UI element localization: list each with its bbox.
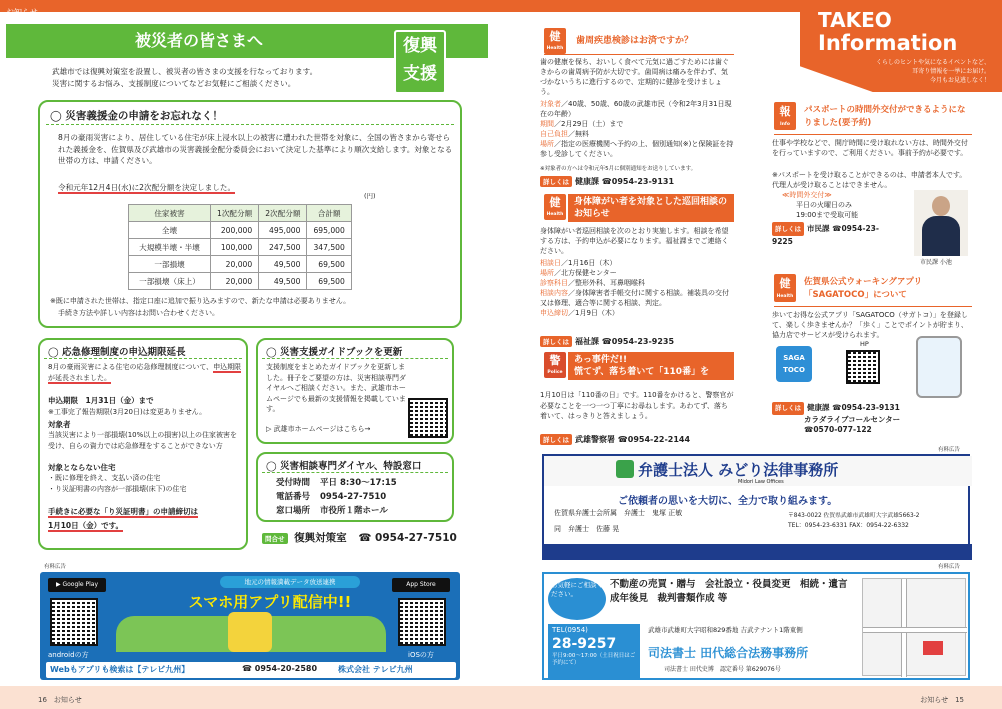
info-row-label: 診察科目 (540, 279, 568, 287)
map-road (863, 627, 967, 633)
gienkin-note1: ※既に申請された世帯は、指定口座に追加で振り込みますので、新たな申請は必要ありません。 (50, 297, 351, 305)
b1-contact-text: 健康課 ☎0954-23-9131 (575, 177, 675, 186)
dial-title-text: 災害相談専門ダイヤル、特設窓口 (279, 461, 422, 472)
dial-row-label: 窓口場所 (276, 506, 311, 516)
info-row (540, 129, 734, 139)
badge-text: 健 (779, 277, 791, 290)
takeo-sub1: くらしのヒントや気になるイベントなど、 (875, 59, 990, 66)
table-cell: 247,500 (259, 239, 307, 256)
ad2-services: 不動産の売買・贈与 会社設立・役員変更 相続・遺言 成年後見 裁判書類作成 等 (610, 579, 858, 604)
contact-label: 詳しくは (540, 434, 572, 445)
gienkin-desc: 8月の豪雨災害により、居住している住宅が床上浸水以上の被害に遭われた世帯を対象に、全国の皆さまから寄せられた義援金を、佐賀県及び武雄市の災害義援金配分委員会において決定した基準により順次支給します。対象となる世帯の方は、申請ください。 (58, 133, 453, 165)
stamp-line2: 支援 (403, 64, 437, 84)
takeo-heading2: Information (818, 31, 958, 55)
divider (46, 124, 454, 125)
ad-search: Webもアプリも検索は【テレビ九州】 (50, 665, 190, 674)
dial-row (276, 476, 397, 490)
dial-row (276, 490, 397, 504)
badge-text: 健 (549, 30, 561, 43)
dial-row (276, 504, 397, 518)
b2-contact-text: 福祉課 ☎0954-23-9235 (575, 337, 675, 346)
contact-label: 詳しくは (772, 402, 804, 415)
b5-contact2: カラダライブコールセンター (804, 414, 901, 424)
repair-title-text: 応急修理制度の申込期限延長 (61, 347, 186, 358)
info-row-label: 相談内容 (540, 289, 568, 297)
table-cell: 69,500 (307, 256, 351, 273)
gienkin-decision-text: 令和元年12月4日(水)に2次配分額を決定しました。 (58, 183, 236, 192)
ad2-label: 有料広告 (938, 564, 961, 570)
police-badge: 警 Police (544, 352, 566, 378)
ad1-line1: 佐賀県弁護士会所属 弁護士 鬼塚 正敏 (554, 509, 683, 517)
info-row-label: 申込締切 (540, 309, 568, 317)
b2-title: 身体障がい者を対象とした巡回相談のお知らせ (568, 194, 734, 222)
info-row (540, 278, 734, 288)
unit-label: (円) (364, 192, 376, 200)
intro-text (52, 66, 392, 89)
info-row-label: 場所 (540, 269, 554, 277)
repair-p1 (48, 362, 244, 383)
midori-ad (542, 454, 970, 560)
b5-title1: 佐賀県公式ウォーキングアプリ (804, 277, 923, 287)
contact-dept: 復興対策室 (294, 532, 347, 544)
info-row-value: 無料 (575, 130, 589, 138)
ad-label: 有料広告 (44, 564, 67, 570)
dial-row-label: 受付時間 (276, 478, 311, 488)
divider (544, 54, 734, 55)
guidebook-title-text: 災害支援ガイドブックを更新 (279, 347, 403, 358)
staff-suit (922, 216, 960, 256)
repair-final2-text: 1月10日（金）です。 (48, 521, 124, 530)
banner-title: 被災者の皆さまへ (6, 24, 392, 58)
b4-note: ※パスポートを受け取ることができるのは、申請者本人です。代理人が受け取ることはできません。 (772, 171, 967, 189)
repair-nontarget-heading: 対象とならない住宅 (48, 463, 116, 472)
info-row-label: 対象者 (540, 100, 561, 108)
ad-bottom-bar (46, 662, 456, 678)
ad2-sub: 司法書士 田代史博 認定番号 第629076号 (664, 666, 781, 673)
google-play-badge[interactable]: ▶ Google Play (48, 578, 106, 592)
table-cell: 69,500 (307, 273, 351, 290)
ad1-address: 〒843-0022 佐賀県武雄市武雄町大字武雄5663-2 (788, 513, 920, 519)
repair-nt1: ・既に修理を終え、支払い済の住宅 (48, 474, 161, 482)
b4-time1: 平日の火曜日のみ (796, 201, 852, 209)
b5-title (798, 274, 974, 304)
phone-screenshot (916, 336, 962, 398)
b5-contact3: ☎0570-077-122 (804, 425, 872, 434)
contact-label: 問合せ (262, 533, 288, 544)
b4-title: パスポートの時間外交付ができるようになりました(要予約) (804, 105, 966, 128)
info-row-sep: ／ (568, 130, 575, 138)
gienkin-note2: 手続き方法や詳しい内容はお問い合わせください。 (58, 309, 219, 317)
ad2-tel: 28-9257 (552, 636, 617, 652)
page-number: 16 (38, 696, 47, 704)
table-cell: 20,000 (211, 256, 259, 273)
table-row (129, 239, 352, 256)
table-cell: 全壊 (129, 222, 211, 239)
table-cell: 49,500 (259, 273, 307, 290)
staff-photo (914, 190, 968, 256)
table-cell: 一部損壊 (129, 256, 211, 273)
ad1-label: 有料広告 (938, 447, 961, 453)
b5-contact (772, 402, 900, 436)
b1-contact (540, 176, 674, 187)
b3-title1: あっ事件だ!! (574, 355, 628, 365)
takeo-sub (840, 58, 990, 85)
b4-contact-text: 市民課 ☎0954-23-9225 (772, 224, 879, 246)
fukko-stamp (394, 30, 446, 94)
table-row (129, 256, 352, 273)
b4-caption: 市民課 小池 (920, 259, 952, 266)
info-row-sep: ／ (561, 100, 568, 108)
info-row-value: 身体障害者手帳交付に関する相談。補装具の交付又は修理、適合等に関する相談、判定。 (540, 289, 729, 307)
right-page-footer (920, 695, 964, 705)
info-row-label: 期間 (540, 120, 554, 128)
table-cell: 大規模半壊・半壊 (129, 239, 211, 256)
info-row (540, 119, 734, 129)
b4-desc: 仕事や学校などで、開庁時間に受け取れない方は、時間外交付を行っていますので、ご利用ください。事前予約が必要です。 (772, 139, 968, 157)
mascot-icon (228, 612, 272, 652)
takeo-sub2: 耳寄り情報を一挙にお届け。 (912, 68, 990, 75)
table-row (129, 273, 352, 290)
repair-note: ※工事完了報告期限(3月20日)は変更ありません。 (48, 408, 207, 416)
ad1-line2: 同 弁護士 佐藤 晃 (554, 525, 620, 533)
ad1-name: 弁護士法人 みどり法律事務所 (638, 461, 839, 479)
gienkin-title: ◯ 災害義援金の申請をお忘れなく！ (50, 110, 223, 122)
b3-desc: 1月10日は「110番の日」です。110番をかけると、警察官が必要なことを一つ一つ丁寧にお尋ねします。あわてず、落ち着いて、はっきりと答えましょう。 (540, 391, 734, 420)
table-cell: 1次配分額 (211, 205, 259, 222)
repair-final2 (48, 520, 123, 532)
info-row-sep: ／ (568, 289, 575, 297)
table-cell: 49,500 (259, 256, 307, 273)
table-cell: 200,000 (211, 222, 259, 239)
gienkin-title-text: 災害義援金の申請をお忘れなく！ (65, 110, 223, 122)
b5-title2: 「SAGATOCO」について (804, 290, 907, 300)
repair-deadline: 申込期限 1月31日（金）まで (48, 396, 154, 405)
ad2-hours: 平日9:00～17:00（土日祝日はご予約にて） (552, 653, 636, 666)
guidebook-qr-code (408, 398, 448, 438)
ad1-en: Midori Law Offices (738, 479, 784, 485)
stamp-line1: 復興 (403, 36, 437, 56)
b5-contact1: 健康課 ☎0954-23-9131 (807, 403, 900, 412)
badge-text: 健 (549, 196, 561, 209)
info-row-value: 1月9日（木） (575, 309, 619, 317)
ios-qr-code (398, 598, 446, 646)
ad2-map (862, 578, 966, 676)
repair-p1a: 8月の豪雨災害による住宅の応急修理制度について、 (48, 363, 214, 371)
health-badge: 健 Health (544, 28, 566, 54)
footer-label: お知らせ (53, 696, 82, 704)
staff-head (932, 196, 950, 216)
ad2-tel-box (548, 624, 640, 678)
sagatoco-qr-code (846, 350, 880, 384)
ad1-tel: TEL：0954-23-6331 FAX：0954-22-6332 (788, 522, 909, 529)
guidebook-desc: 支援制度をまとめたガイドブックを更新しました。冊子をご要望の方は、災害相談専門ダイヤルへご相談ください。また、武雄市ホームページでも最新の支援情報を掲載しています。 (266, 363, 406, 413)
ad-ios-label: iOSの方 (408, 651, 434, 659)
b1-title: 歯周疾患検診はお済ですか？ (576, 36, 694, 46)
gienkin-decision (58, 182, 454, 194)
ad1-bottom-band (544, 544, 972, 560)
contact-label: 詳しくは (540, 336, 572, 347)
b2-rows (540, 258, 734, 318)
badge-text: 警 (549, 354, 561, 367)
info-row-label: 相談日 (540, 259, 561, 267)
dial-title: ◯ 災害相談専門ダイヤル、特設窓口 (266, 461, 422, 472)
dial-row-value: 0954-27-7510 (320, 492, 387, 502)
ad2-address: 武雄市武雄町大字昭和829番地 吉武テナント1階東側 (648, 626, 803, 634)
contact-tel: ☎ 0954-27-7510 (358, 532, 457, 544)
left-contact (262, 530, 457, 545)
info-row-sep: ／ (561, 259, 568, 267)
section-label: お知らせ (6, 8, 38, 17)
ad-company: 株式会社 テレビ九州 (338, 665, 413, 674)
b1-rows (540, 99, 734, 159)
repair-nt2: ・り災証明書の内容が一部損壊(床下)の住宅 (48, 485, 187, 493)
right-page (500, 0, 1002, 709)
b5-hp: HP (860, 340, 869, 348)
dial-row-value: 平日 8:30～17:15 (320, 478, 397, 488)
city-homepage-link[interactable]: ▷ 武雄市ホームページはこちら→ (266, 425, 371, 433)
ad2-tel-heading: TEL(0954) (552, 626, 588, 634)
b3-contact (540, 434, 690, 445)
repair-p1b: 申込期限が延長されました。 (48, 363, 242, 382)
app-store-badge[interactable]: App Store (392, 578, 450, 592)
info-row-label: 場所 (540, 140, 554, 148)
info-row-sep: ／ (568, 309, 575, 317)
badge-text: 報 (779, 105, 791, 118)
b1-desc: 歯の健康を保ち、おいしく食べて元気に過ごすためには歯ぐきからの歯周病予防が大切です。歯周病は痛みを伴わず、気づかないうちに進行するので、定期的に健診を受けましょう。 (540, 58, 729, 96)
info-row-value: 40歳、50歳、60歳の武雄市民（令和2年3月31日現在の年齢） (540, 100, 732, 118)
dial-row-value: 市役所１階ホール (320, 506, 388, 516)
info-row (540, 139, 734, 159)
gienkin-box (38, 100, 462, 328)
info-badge: 報 Info (774, 102, 796, 130)
repair-target-heading: 対象者 (48, 420, 71, 429)
ad2-name: 司法書士 田代総合法務事務所 (648, 646, 809, 660)
info-row (540, 308, 734, 318)
b3-title2: 慌てず、落ち着いて「110番」を (574, 367, 710, 377)
info-row (540, 258, 734, 268)
repair-box (38, 338, 248, 550)
contact-label: 詳しくは (540, 176, 572, 187)
repair-final1-text: 手続きに必要な「り災証明書」の申請締切は (48, 507, 198, 516)
b3-title (568, 352, 734, 380)
dial-row-label: 電話番号 (276, 492, 311, 502)
table-cell: 合計額 (307, 205, 351, 222)
ad-tel: ☎ 0954-20-2580 (242, 664, 318, 673)
dial-box (256, 452, 454, 522)
ad2-bubble: お気軽にご相談ください。 (548, 578, 606, 620)
takeo-sub3: 今月もお見逃しなく！ (929, 77, 990, 84)
divider (774, 134, 972, 135)
info-row-value: 北方保健センター (561, 269, 617, 277)
intro-line1: 武雄市では復興対策室を設置し、被災者の皆さまの支援を行なっております。 (52, 67, 318, 76)
guidebook-title: ◯ 災害支援ガイドブックを更新 (266, 347, 403, 358)
b1-note: ※対象者の方へは令和元年5月に個別通知をお送りしています。 (540, 166, 697, 172)
left-page (0, 0, 500, 709)
sagatoco-app-icon[interactable]: SAGA TOCO (776, 346, 812, 382)
repair-final1 (48, 506, 198, 518)
map-marker-icon (923, 641, 943, 655)
ad-banner: スマホ用アプリ配信中!! (188, 593, 352, 611)
info-row-value: 指定の医療機関へ予約の上、個別通知(※)と保険証を持参し受診してください。 (540, 140, 734, 158)
info-row-sep: ／ (554, 140, 561, 148)
page-number: 15 (955, 696, 964, 704)
intro-line2: 災害に関するお悩み、支援制度についてなどお気軽にご相談ください。 (52, 78, 296, 88)
info-row-value: 2月29日（土）まで (561, 120, 624, 128)
contact-label: 詳しくは (772, 222, 804, 236)
table-header-row (129, 205, 352, 222)
info-row (540, 99, 734, 119)
table-row (129, 222, 352, 239)
android-qr-code (50, 598, 98, 646)
b2-desc: 身体障がい者巡回相談を次のとおり実施します。相談を希望する方は、予約申込が必要になります。福祉課までご連絡ください。 (540, 227, 729, 255)
footer-label: お知らせ (920, 696, 949, 704)
table-cell: 一部損壊（床上） (129, 273, 211, 290)
b4-contact (772, 222, 892, 248)
damage-table (128, 204, 352, 290)
info-row-value: 1月16日（木） (568, 259, 617, 267)
b4-time-heading: ≪時間外交付≫ (782, 191, 832, 199)
b5-desc: 歩いてお得な公式アプリ「SAGATOCO（サガトコ）」を登録して、楽しく歩きませんか？「歩く」ことでポイントが貯まり、協力店でサービスが受けられます。 (772, 311, 968, 339)
divider (44, 358, 242, 359)
ad-android-label: androidの方 (48, 651, 89, 659)
info-row-sep: ／ (554, 269, 561, 277)
table-cell: 495,000 (259, 222, 307, 239)
left-page-footer (38, 695, 82, 705)
table-cell: 2次配分額 (259, 205, 307, 222)
repair-target: 当該災害により一部損壊(10%以上の損害)以上の住家被害を受け、自らの資力では応急修理をすることができない方 (48, 431, 238, 450)
tashiro-ad (542, 572, 970, 680)
health-badge: 健 Health (544, 194, 566, 220)
guidebook-box (256, 338, 454, 444)
b2-contact (540, 336, 674, 347)
table-cell: 347,500 (307, 239, 351, 256)
midori-logo-icon (616, 460, 634, 478)
divider (262, 472, 448, 473)
info-row (540, 268, 734, 278)
divider (262, 358, 448, 359)
repair-title: ◯ 応急修理制度の申込期限延長 (48, 347, 186, 358)
left-top-bar (0, 0, 500, 17)
info-row (540, 288, 734, 308)
takeo-heading1: TAKEO (818, 8, 892, 32)
table-cell: 100,000 (211, 239, 259, 256)
ad1-slogan: ご依頼者の思いを大切に、全力で取り組みます。 (618, 496, 838, 507)
table-cell: 695,000 (307, 222, 351, 239)
b4-time2: 19:00まで受取可能 (796, 211, 859, 219)
b3-contact-text: 武雄警察署 ☎0954-22-2144 (575, 435, 691, 444)
dial-rows (276, 476, 397, 518)
info-row-label: 自己負担 (540, 130, 568, 138)
ad-top: 地元の情報満載データ放送連携 (220, 576, 360, 588)
tvq-ad (40, 572, 460, 680)
table-cell: 20,000 (211, 273, 259, 290)
health-badge: 健 Health (774, 274, 796, 302)
info-row-sep: ／ (568, 279, 575, 287)
divider (774, 306, 972, 307)
info-row-value: 整形外科、耳鼻咽喉科 (575, 279, 645, 287)
table-cell: 住家被害 (129, 205, 211, 222)
info-row-sep: ／ (554, 120, 561, 128)
